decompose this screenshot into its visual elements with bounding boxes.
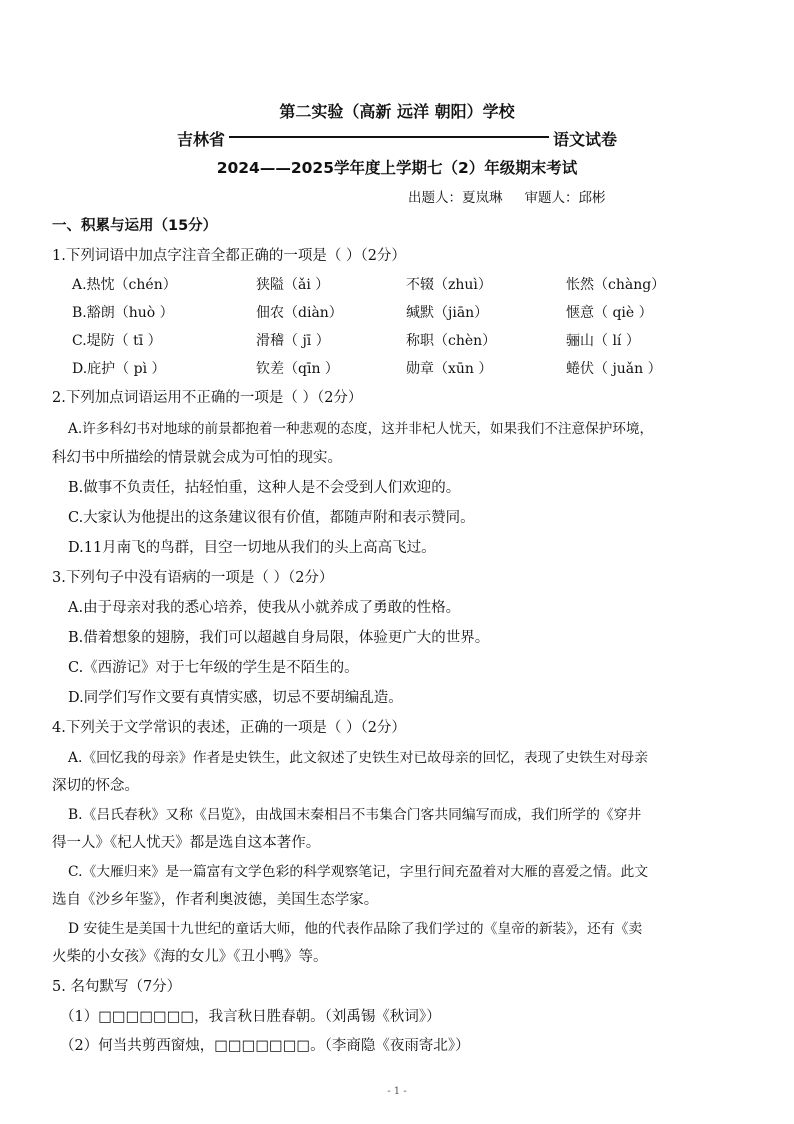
q1-a-4: 怅然（chàng） bbox=[566, 277, 666, 293]
q1-a-2: 狭隘（ǎi ） bbox=[256, 277, 330, 293]
q1-b-4: 惬意（ qiè ） bbox=[566, 305, 653, 321]
q1-stem: 1.下列词语中加点字注音全都正确的一项是（ ）（2分） bbox=[52, 248, 406, 264]
q1-b-2: 佃农（diàn） bbox=[256, 305, 343, 321]
q5-line1: （1）□□□□□□□，我言秋日胜春朝。（刘禹锡《秋词》） bbox=[60, 1009, 441, 1025]
province-label: 吉林省 bbox=[176, 130, 225, 149]
q1-a-3: 不辍（zhuì） bbox=[406, 277, 492, 293]
q1-d-4: 蜷伏（ juǎn ） bbox=[566, 361, 662, 377]
q4-option-d-line1: D 安徒生是美国十九世纪的童话大师，他的代表作品除了我们学过的《皇帝的新装》，还有《卖 bbox=[68, 921, 643, 937]
exam-subject-line bbox=[0, 127, 794, 150]
author-line bbox=[408, 186, 628, 206]
q5-stem: 5. 名句默写（7分） bbox=[52, 979, 182, 995]
section-title: 一、积累与运用（15分） bbox=[52, 218, 218, 234]
q4-option-a-line1: A.《回忆我的母亲》作者是史铁生，此文叙述了史铁生对已故母亲的回忆，表现了史铁生对母亲 bbox=[68, 750, 649, 766]
q2-option-a-line1: A.许多科幻书对地球的前景都抱着一种悲观的态度，这并非杞人忧天，如果我们不注意保护环境， bbox=[68, 421, 654, 437]
q5-line2: （2）何当共剪西窗烛，□□□□□□□。（李商隐《夜雨寄北》） bbox=[60, 1038, 470, 1054]
reviewer: 审题人：邱彬 bbox=[524, 190, 606, 206]
q1-c-1: C.堤防（ tī ） bbox=[72, 333, 162, 349]
subject-label: 语文试卷 bbox=[553, 130, 618, 149]
exam-title: 2024——2025学年度上学期七（2）年级期末考试 bbox=[216, 159, 578, 177]
q1-b-3: 缄默（jiān） bbox=[406, 305, 489, 321]
q1-c-2: 滑稽（ jī ） bbox=[256, 333, 330, 349]
school-title: 第二实验（高新 远洋 朝阳）学校 bbox=[279, 102, 515, 121]
q2-option-d: D.11月南飞的鸟群，目空一切地从我们的头上高高飞过。 bbox=[68, 540, 436, 556]
q1-a-1: A.热忱（chén） bbox=[72, 277, 177, 293]
q2-option-c: C.大家认为他提出的这条建议很有价值，都随声附和表示赞同。 bbox=[68, 510, 475, 526]
q1-b-1: B.豁朗（huò ） bbox=[72, 305, 174, 321]
q4-stem: 4.下列关于文学常识的表述，正确的一项是（ ）（2分） bbox=[52, 720, 406, 736]
q4-option-a-line2: 深切的怀念。 bbox=[52, 778, 139, 794]
q1-d-1: D.庇护（ pì ） bbox=[72, 361, 166, 377]
q2-stem: 2.下列加点词语运用不正确的一项是（ ）（2分） bbox=[52, 390, 363, 406]
q4-option-c-line2: 选自《沙乡年鉴》，作者利奥波德，美国生态学家。 bbox=[52, 892, 379, 908]
q3-stem: 3.下列句子中没有语病的一项是（ ）（2分） bbox=[52, 570, 334, 586]
q3-option-d: D.同学们写作文要有真情实感，切忌不要胡编乱造。 bbox=[68, 690, 403, 706]
blank-line bbox=[229, 136, 549, 138]
q2-option-b: B.做事不负责任，拈轻怕重，这种人是不会受到人们欢迎的。 bbox=[68, 480, 461, 496]
q1-c-4: 骊山（ lí ） bbox=[566, 333, 640, 349]
q1-d-2: 钦差（qīn ） bbox=[256, 361, 339, 377]
q3-option-c: C.《西游记》对于七年级的学生是不陌生的。 bbox=[68, 660, 359, 676]
page-number: - 1 - bbox=[387, 1086, 407, 1097]
q1-d-3: 勋章（xūn ） bbox=[406, 361, 493, 377]
q1-c-3: 称职（chèn） bbox=[406, 333, 497, 349]
q4-option-b-line1: B.《吕氏春秋》又称《吕览》，由战国末秦相吕不韦集合门客共同编写而成，我们所学的《穿井 bbox=[68, 807, 642, 823]
q4-option-c-line1: C.《大雁归来》是一篇富有文学色彩的科学观察笔记，字里行间充盈着对大雁的喜爱之情。此文 bbox=[68, 864, 649, 880]
q3-option-b: B.借着想象的翅膀，我们可以超越自身局限，体验更广大的世界。 bbox=[68, 630, 490, 646]
q2-option-a-line2: 科幻书中所描绘的情景就会成为可怕的现实。 bbox=[52, 450, 342, 466]
setter: 出题人：夏岚琳 bbox=[408, 190, 503, 206]
q4-option-b-line2: 得一人》《杞人忧天》都是选自这本著作。 bbox=[52, 835, 321, 851]
q3-option-a: A.由于母亲对我的悉心培养，使我从小就养成了勇敢的性格。 bbox=[68, 600, 461, 616]
q4-option-d-line2: 火柴的小女孩》《海的女儿》《丑小鸭》等。 bbox=[52, 949, 328, 965]
